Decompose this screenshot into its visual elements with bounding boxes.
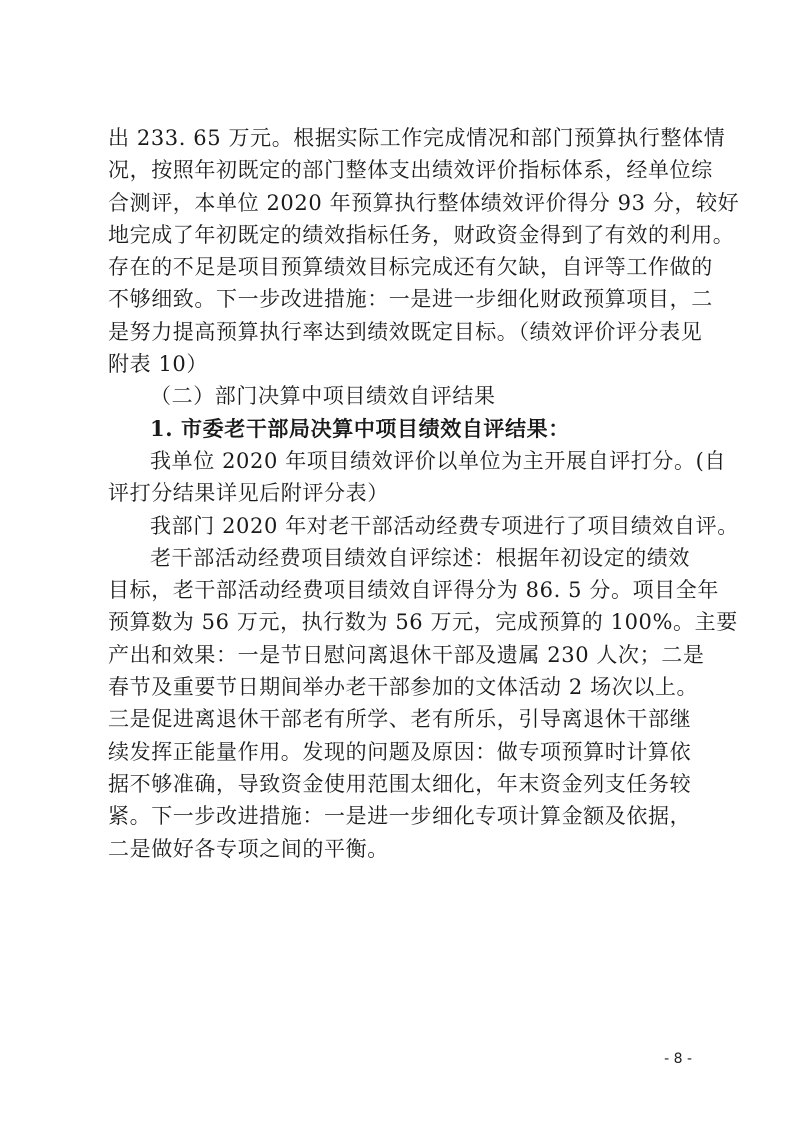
text-line: 附表 10）: [108, 352, 208, 377]
text-line: （二）部门决算中项目绩效自评结果: [150, 384, 496, 409]
text-line: 产出和效果：一是节日慰问离退休干部及遗属 230 人次；二是: [108, 642, 705, 667]
text-line: 紧。下一步改进措施：一是进一步细化专项计算金额及依据，: [108, 804, 692, 829]
text-line: 预算数为 56 万元，执行数为 56 万元，完成预算的 100%。主要: [108, 610, 738, 635]
page-number: - 8 -: [664, 1051, 692, 1067]
text-line: 目标，老干部活动经费项目绩效自评得分为 86. 5 分。项目全年: [108, 578, 719, 603]
text-line: 1. 市委老干部局决算中项目绩效自评结果：: [150, 415, 570, 441]
text-line: 我部门 2020 年对老干部活动经费专项进行了项目绩效自评。: [150, 513, 739, 538]
text-line: 地完成了年初既定的绩效指标任务，财政资金得到了有效的利用。: [108, 222, 735, 247]
text-line: 春节及重要节日期间举办老干部参加的文体活动 2 场次以上。: [108, 675, 699, 700]
text-line: 三是促进离退休干部老有所学、老有所乐，引导离退休干部继: [108, 707, 692, 732]
text-line: 不够细致。下一步改进措施：一是进一步细化财政预算项目，二: [108, 287, 713, 312]
text-line: 出 233. 65 万元。根据实际工作完成情况和部门预算执行整体情: [108, 126, 726, 150]
text-line: 老干部活动经费项目绩效自评综述：根据年初设定的绩效: [150, 545, 690, 570]
text-line: 存在的不足是项目预算绩效目标完成还有欠缺，自评等工作做的: [108, 255, 713, 280]
text-line: 续发挥正能量作用。发现的问题及原因：做专项预算时计算依: [108, 739, 692, 764]
text-line: 是努力提高预算执行率达到绩效既定目标。（绩效评价评分表见: [108, 319, 703, 344]
document-body: [108, 122, 740, 865]
text-line: 据不够准确，导致资金使用范围太细化，年末资金列支任务较: [108, 771, 692, 796]
text-line: 二是做好各专项之间的平衡。: [108, 836, 389, 861]
text-line: 评打分结果详见后附评分表）: [108, 481, 389, 506]
text-line: 我单位 2020 年项目绩效评价以单位为主开展自评打分。(自: [150, 448, 726, 473]
text-line: 合测评，本单位 2020 年预算执行整体绩效评价得分 93 分，较好: [108, 190, 740, 215]
text-line: 况，按照年初既定的部门整体支出绩效评价指标体系，经单位综: [108, 158, 713, 183]
